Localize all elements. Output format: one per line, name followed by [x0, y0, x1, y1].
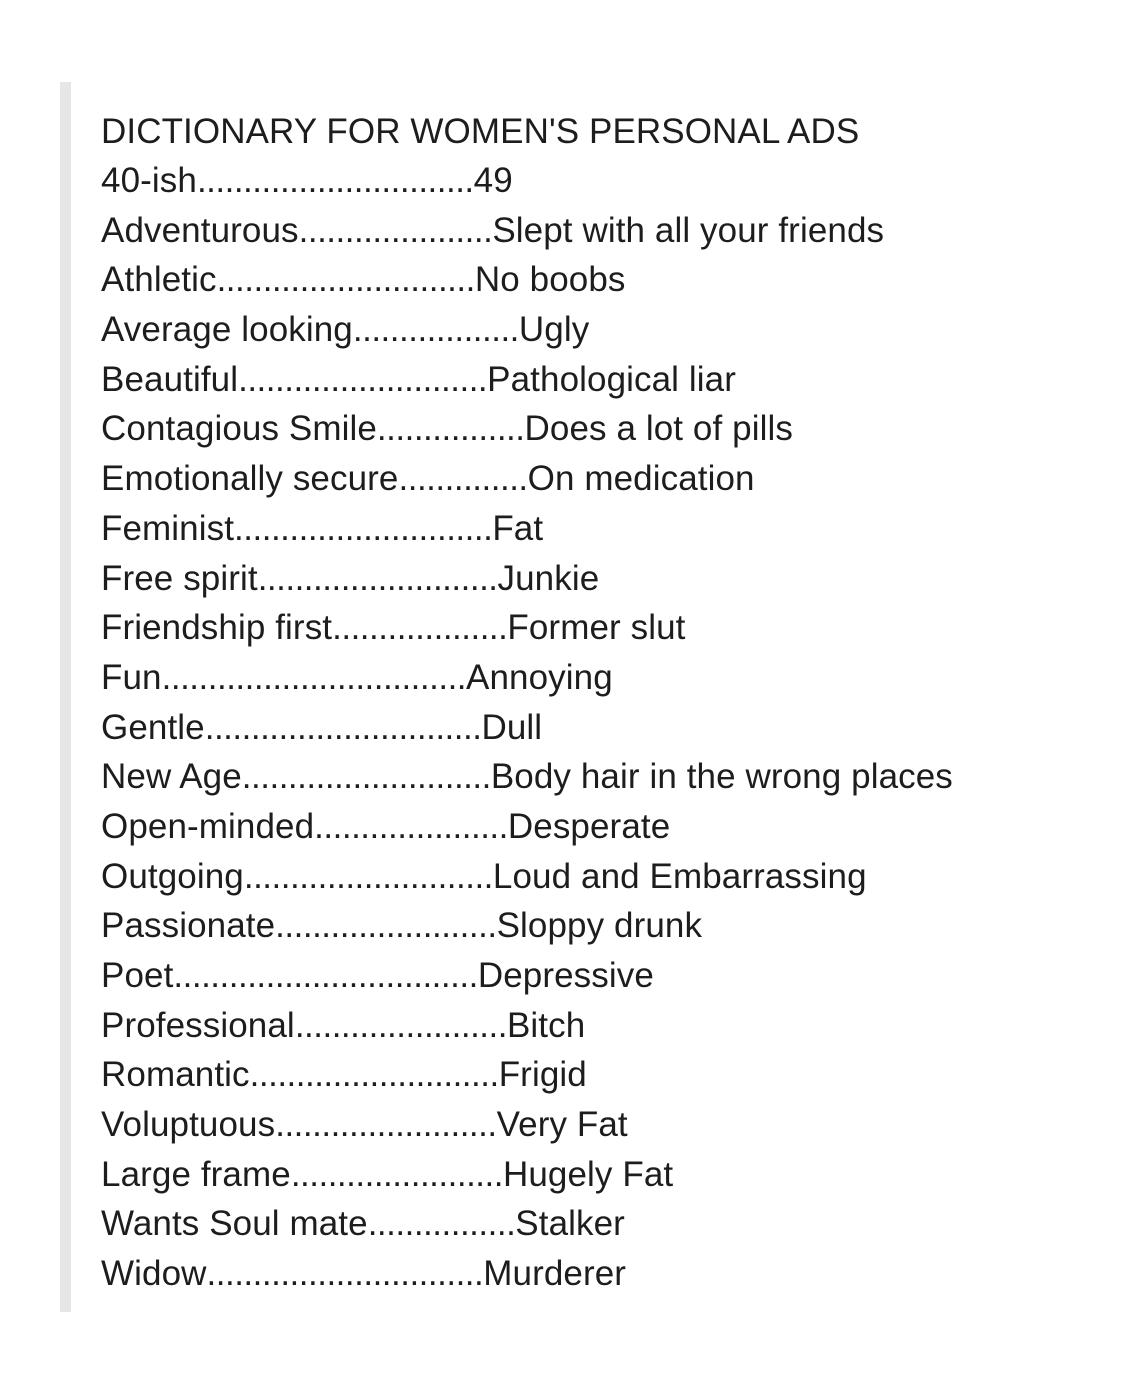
- entry-meaning: Slept with all your friends: [492, 210, 885, 250]
- entry-leader-dots: ................: [367, 1204, 516, 1244]
- entry-meaning: On medication: [527, 459, 755, 499]
- entry-leader-dots: .................................: [173, 956, 478, 995]
- list-item: [101, 852, 1101, 902]
- entry-meaning: Sloppy drunk: [496, 906, 703, 946]
- entry-term: Beautiful: [101, 359, 239, 399]
- entry-meaning: Body hair in the wrong places: [490, 757, 953, 797]
- entry-leader-dots: .......................: [294, 1005, 507, 1045]
- list-item: [101, 255, 1101, 305]
- list-item: [101, 951, 1101, 1001]
- entry-meaning: Depressive: [477, 956, 654, 995]
- entry-meaning: Does a lot of pills: [524, 409, 793, 449]
- entry-meaning: Junkie: [497, 558, 600, 598]
- list-item: [101, 554, 1101, 604]
- list-item: [101, 404, 1101, 454]
- entry-term: Gentle: [101, 707, 205, 747]
- entry-meaning: Fat: [492, 508, 544, 548]
- entry-term: Large frame: [101, 1154, 291, 1194]
- entry-leader-dots: .......................: [290, 1154, 503, 1194]
- list-item: [101, 703, 1101, 753]
- entry-leader-dots: ........................: [275, 906, 497, 946]
- list-item: [101, 454, 1101, 504]
- quote-bar: [60, 82, 71, 1312]
- entry-leader-dots: ..........................: [257, 558, 498, 598]
- entry-leader-dots: ...........................: [241, 757, 491, 797]
- entry-leader-dots: ...........................: [249, 1055, 499, 1095]
- entry-leader-dots: ..............................: [204, 707, 482, 747]
- entry-term: Voluptuous: [101, 1105, 276, 1145]
- list-item: [101, 1100, 1101, 1150]
- entry-term: Average looking: [101, 310, 353, 350]
- list-item: [101, 1150, 1101, 1200]
- list-item: [101, 1001, 1101, 1051]
- list-item: [101, 1050, 1101, 1100]
- list-item: [101, 504, 1101, 554]
- entry-term: Wants Soul mate: [101, 1204, 368, 1244]
- entry-term: Widow: [101, 1254, 207, 1294]
- entry-leader-dots: ..................: [352, 310, 519, 350]
- list-item: [101, 603, 1101, 653]
- entry-term: Adventurous: [101, 210, 299, 250]
- entry-term: Poet: [101, 956, 174, 995]
- entry-meaning: Former slut: [507, 608, 686, 648]
- entry-leader-dots: .....................: [314, 806, 508, 846]
- list-item: [101, 355, 1101, 405]
- entry-meaning: 49: [473, 161, 513, 200]
- entry-leader-dots: ...........................: [243, 856, 493, 896]
- entry-leader-dots: ..............: [398, 459, 528, 499]
- entry-meaning: Murderer: [483, 1254, 627, 1294]
- entry-term: Friendship first: [101, 608, 333, 648]
- entry-meaning: Dull: [481, 707, 543, 747]
- entry-leader-dots: ..............................: [196, 161, 474, 200]
- list-item: [101, 653, 1101, 703]
- entry-meaning: Desperate: [507, 806, 671, 846]
- entry-meaning: Bitch: [506, 1005, 586, 1045]
- list-item: [101, 156, 1101, 206]
- entry-leader-dots: .....................: [298, 210, 493, 250]
- entry-term: Contagious Smile: [101, 409, 377, 449]
- entry-leader-dots: ........................: [275, 1105, 497, 1145]
- entry-term: Romantic: [101, 1055, 250, 1095]
- list-item: [101, 1249, 1101, 1299]
- entry-meaning: Pathological liar: [487, 359, 736, 399]
- entry-term: Fun: [101, 657, 162, 697]
- entry-term: Free spirit: [101, 558, 258, 598]
- entry-meaning: Frigid: [498, 1055, 587, 1095]
- entry-term: Outgoing: [101, 856, 244, 896]
- entry-leader-dots: ...........................: [238, 359, 488, 399]
- page-title: DICTIONARY FOR WOMEN'S PERSONAL ADS: [101, 112, 860, 151]
- entry-term: Feminist: [101, 508, 235, 548]
- entry-leader-dots: ............................: [216, 260, 475, 300]
- list-item: [101, 802, 1101, 852]
- dictionary-block: [101, 108, 1101, 1299]
- entry-meaning: Loud and Embarrassing: [492, 856, 867, 896]
- entry-meaning: Very Fat: [496, 1105, 628, 1145]
- entry-list: [101, 156, 1101, 1299]
- entry-leader-dots: ..............................: [206, 1254, 484, 1294]
- entry-meaning: Annoying: [466, 657, 613, 697]
- entry-term: Professional: [101, 1005, 295, 1045]
- list-item: [101, 1199, 1101, 1249]
- entry-term: New Age: [101, 757, 242, 797]
- entry-term: Athletic: [101, 260, 217, 300]
- entry-meaning: Ugly: [518, 310, 590, 350]
- entry-leader-dots: .................................: [161, 657, 467, 697]
- entry-meaning: Stalker: [515, 1204, 625, 1244]
- entry-leader-dots: ................: [376, 409, 525, 449]
- entry-meaning: Hugely Fat: [502, 1154, 674, 1194]
- entry-leader-dots: ............................: [234, 508, 493, 548]
- entry-leader-dots: ...................: [332, 608, 508, 648]
- entry-term: Passionate: [101, 906, 276, 946]
- entry-term: Emotionally secure: [101, 459, 399, 499]
- list-item: [101, 305, 1101, 355]
- list-item: [101, 901, 1101, 951]
- entry-meaning: No boobs: [474, 260, 626, 300]
- entry-term: 40-ish: [101, 161, 197, 200]
- entry-term: Open-minded: [101, 806, 315, 846]
- list-item: [101, 206, 1101, 256]
- list-item: [101, 752, 1101, 802]
